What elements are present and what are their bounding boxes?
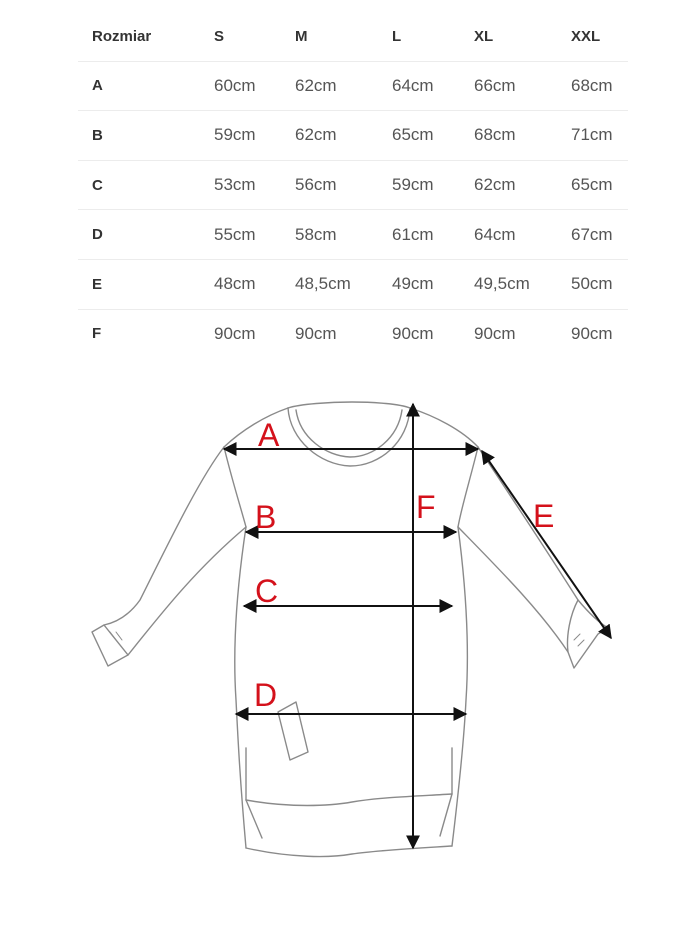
right-cuff-seam — [567, 600, 578, 652]
table-cell: 48cm — [214, 274, 256, 294]
measurement-arrows — [224, 404, 611, 848]
table-cell: 90cm — [571, 323, 613, 343]
label-f: F — [416, 489, 436, 525]
table-header-row — [78, 12, 628, 62]
table-cell: 55cm — [214, 224, 256, 244]
table-cell: 62cm — [474, 175, 516, 195]
table-cell: 59cm — [214, 125, 256, 145]
row-label: A — [92, 77, 103, 95]
table-cell: 50cm — [571, 274, 613, 294]
row-label: D — [92, 226, 103, 244]
row-label: F — [92, 325, 102, 343]
table-cell: 64cm — [392, 75, 434, 95]
table-cell: 66cm — [474, 75, 516, 95]
table-cell: 68cm — [571, 75, 613, 95]
header-size-s: S — [214, 27, 225, 45]
right-armhole-seam — [458, 447, 478, 527]
table-cell: 58cm — [295, 224, 337, 244]
right-side — [452, 527, 467, 846]
right-cuff-stitch — [574, 634, 584, 646]
label-d: D — [254, 677, 278, 713]
left-armhole-seam — [224, 447, 246, 527]
table-cell: 65cm — [571, 175, 613, 195]
header-size-m: M — [295, 27, 308, 45]
table-cell: 90cm — [214, 323, 256, 343]
table-cell: 64cm — [474, 224, 516, 244]
row-label: B — [92, 126, 103, 144]
right-shoulder — [410, 408, 478, 447]
header-size-xl: XL — [474, 27, 494, 45]
neckline-back — [288, 402, 410, 408]
table-cell: 49cm — [392, 274, 434, 294]
row-label: C — [92, 176, 103, 194]
table-cell: 49,5cm — [474, 274, 530, 294]
header-size-xxl: XXL — [571, 27, 601, 45]
left-cuff-stitch — [110, 632, 122, 640]
table-cell: 65cm — [392, 125, 434, 145]
table-cell: 60cm — [214, 75, 256, 95]
table-cell: 90cm — [474, 323, 516, 343]
label-a: A — [258, 417, 280, 453]
hem-bottom — [246, 846, 452, 856]
table-cell: 56cm — [295, 175, 337, 195]
label-e: E — [533, 498, 555, 534]
left-sleeve — [92, 447, 246, 666]
table-cell: 62cm — [295, 75, 337, 95]
table-cell: 62cm — [295, 125, 337, 145]
table-row-f — [78, 310, 628, 359]
table-cell: 90cm — [392, 323, 434, 343]
hem-band-top — [246, 794, 452, 806]
header-size-label: Rozmiar — [92, 27, 152, 45]
row-label: E — [92, 275, 103, 293]
slit-facing-left — [246, 800, 262, 838]
table-row-b — [78, 111, 628, 161]
table-cell: 68cm — [474, 125, 516, 145]
table-cell: 67cm — [571, 224, 613, 244]
right-sleeve — [458, 447, 608, 668]
garment-measurement-diagram — [0, 360, 700, 933]
arrow-e — [482, 451, 611, 638]
size-table — [78, 12, 628, 358]
slit-facing-right — [440, 794, 452, 836]
table-cell: 48,5cm — [295, 274, 351, 294]
table-row-d — [78, 210, 628, 260]
label-b: B — [255, 499, 277, 535]
table-row-a — [78, 62, 628, 112]
pocket — [278, 702, 308, 760]
label-c: C — [255, 573, 279, 609]
table-cell: 59cm — [392, 175, 434, 195]
header-size-l: L — [392, 27, 402, 45]
table-cell: 90cm — [295, 323, 337, 343]
table-cell: 53cm — [214, 175, 256, 195]
table-row-c — [78, 161, 628, 211]
left-side — [235, 527, 246, 848]
dress-outline — [92, 402, 608, 856]
table-cell: 61cm — [392, 224, 434, 244]
table-cell: 71cm — [571, 125, 613, 145]
table-row-e — [78, 260, 628, 310]
